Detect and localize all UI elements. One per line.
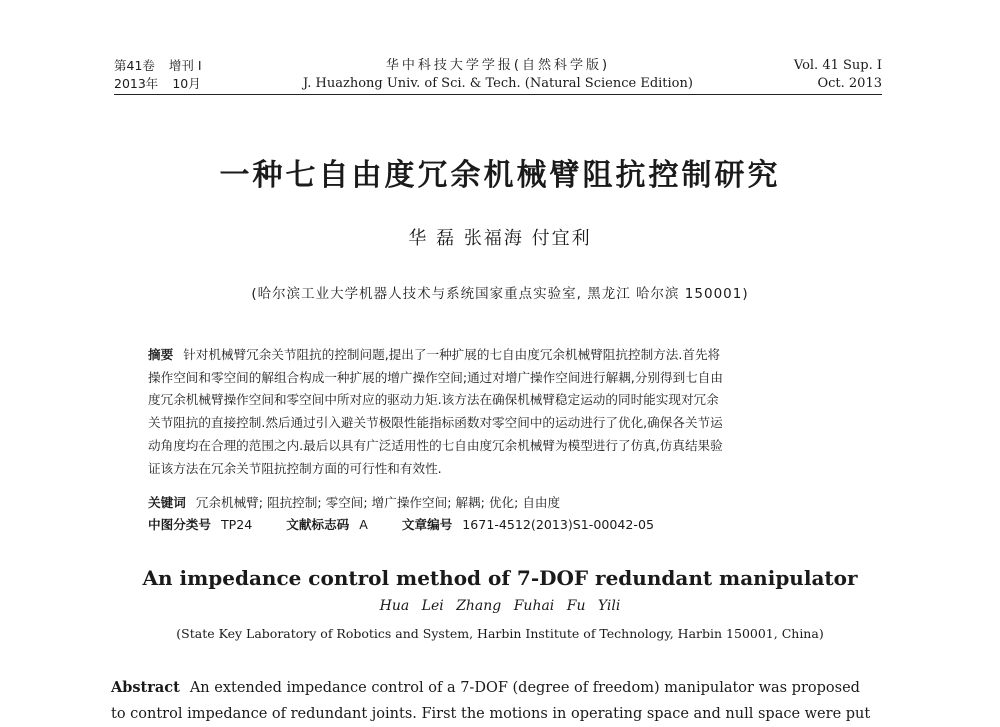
abstract-cn-line: 操作空间和零空间的解组合构成一种扩展的增广操作空间;通过对增广操作空间进行解耦,分别得到七自由 xyxy=(148,369,723,385)
abstract-en-line: to control impedance of redundant joints. First the motions in operating space and null space were put xyxy=(111,706,871,722)
month-cn: 10月 xyxy=(172,76,201,91)
supplement-cn: 增刊 I xyxy=(168,58,202,73)
abstract-cn-line: 摘要 针对机械臂冗余关节阻抗的控制问题,提出了一种扩展的七自由度冗余机械臂阻抗控制方法.首先将 xyxy=(148,347,721,362)
header-center xyxy=(114,57,882,93)
abstract-cn-line: 动角度均在合理的范围之内.最后以具有广泛适用性的七自由度冗余机械臂为模型进行了仿真,仿真结果验 xyxy=(148,437,723,453)
keywords-label: 关键词 xyxy=(148,495,186,510)
journal-name-en: J. Huazhong Univ. of Sci. & Tech. (Natural Science Edition) xyxy=(303,76,693,91)
abstract-en-line: Abstract An extended impedance control of a 7-DOF (degree of freedom) manipulator was proposed xyxy=(111,679,860,696)
running-header xyxy=(114,57,882,95)
abstract-en xyxy=(111,675,883,727)
article-no-value: 1671-4512(2013)S1-00042-05 xyxy=(462,517,654,532)
clc-label: 中图分类号 xyxy=(148,517,211,532)
year-cn: 2013年 xyxy=(114,76,159,91)
volume-cn: 第41卷 xyxy=(114,58,155,73)
abstract-cn-line: 度冗余机械臂操作空间和零空间中所对应的驱动力矩.该方法在确保机械臂稳定运动的同时能实现对冗余 xyxy=(148,392,719,408)
abstract-en-label: Abstract xyxy=(111,679,180,696)
abstract-cn-line: 关节阻抗的直接控制.然后通过引入避关节极限性能指标函数对零空间中的运动进行了优化,确保各关节运 xyxy=(148,415,723,431)
authors-en: Hua Lei Zhang Fuhai Fu Yili xyxy=(379,598,621,614)
paper-title-cn: 一种七自由度冗余机械臂阻抗控制研究 xyxy=(219,158,781,193)
abstract-cn-label: 摘要 xyxy=(148,347,174,362)
affiliation-cn: (哈尔滨工业大学机器人技术与系统国家重点实验室, 黑龙江 哈尔滨 150001) xyxy=(251,286,749,302)
date-en: Oct. 2013 xyxy=(817,76,882,91)
abstract-cn xyxy=(148,344,858,480)
clc-value: TP24 xyxy=(220,517,253,532)
doc-code-value: A xyxy=(359,517,368,532)
authors-cn: 华 磊 张福海 付宜利 xyxy=(408,228,592,249)
paper-title-en: An impedance control method of 7-DOF redundant manipulator xyxy=(142,566,858,590)
abstract-cn-line: 证该方法在冗余关节阻抗控制方面的可行性和有效性. xyxy=(148,460,442,476)
header-divider xyxy=(114,94,882,95)
classification-line xyxy=(148,514,858,536)
keywords-cn xyxy=(148,492,858,514)
affiliation-en: (State Key Laboratory of Robotics and System, Harbin Institute of Technology, Harbin 150001, China) xyxy=(176,626,824,641)
doc-code-label: 文献标志码 xyxy=(286,517,350,532)
volume-en: Vol. 41 Sup. I xyxy=(793,58,882,73)
header-right xyxy=(794,57,882,93)
article-no-label: 文章编号 xyxy=(401,517,453,532)
keywords-text: 冗余机械臂; 阻抗控制; 零空间; 增广操作空间; 解耦; 优化; 自由度 xyxy=(195,495,561,510)
journal-name-cn: 华中科技大学学报(自然科学版) xyxy=(385,58,611,73)
